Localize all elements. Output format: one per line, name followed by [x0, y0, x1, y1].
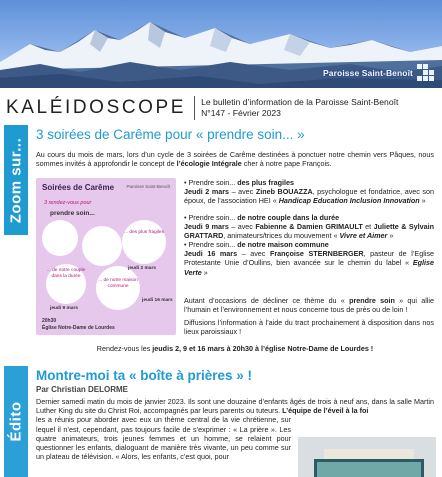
poster-circle — [42, 220, 78, 256]
edito-title: Montre-moi ta « boîte à prières » ! — [36, 368, 253, 383]
poster-subtitle: 3 rendez-vous pour — [44, 200, 92, 206]
poster-date-1: jeudi 2 mars — [128, 266, 156, 271]
edito-paragraph-1: Dernier samedi matin du mois de janvier 2023. Ils sont une douzaine d’enfants âgés de trois à neuf ans, dans la salle Martin Luther King du site du Christ Roi, accompagnés par leurs parents ou tuteurs. L’équipe de l’éveil à la foi — [36, 397, 434, 416]
poster-couple-label: ... de notre couple dans la durée — [46, 268, 86, 279]
edito-byline: Par Christian DELORME — [36, 385, 129, 394]
issue-number: N°147 - Février 2023 — [201, 108, 281, 118]
mountain-banner — [0, 0, 442, 88]
poster-date-2: jeudi 9 mars — [50, 306, 78, 311]
zoom-title: 3 soirées de Carême pour « prendre soin... » — [36, 127, 305, 142]
evening-item-3: • Prendre soin... de notre maison commune Jeudi 16 mars – avec Françoise STERNBERGER, pasteur de l’Eglise Protestante Unie d’Oullins, bien avancée sur le chemin du label « Eglise Verte » — [184, 240, 435, 277]
masthead-divider — [194, 96, 195, 120]
parish-logo-icon — [417, 64, 434, 81]
parish-name: Paroisse Saint-Benoît — [323, 67, 413, 78]
poster-home-label: ... de notre maison commune — [98, 278, 138, 289]
edito-paragraph-2: les a réunis pour aborder avec eux un thème central de la vie chrétienne, sur lequel il n’est, cependant, pas toujours facile de s’exprimer : « La prière ». Les quatre animateurs, trois jeunes femmes et un homme, se relaient pour questionner les enfants, dialoguant de manière très vivante, un peu comme sur un plateau de télévision. « Alors, les enfants, c’est quoi, pour — [36, 415, 291, 462]
zoom-side-label: Zoom sur... — [4, 125, 28, 235]
zoom-intro: Au cours du mois de mars, lors d’un cycle de 3 soirées de Carême destinées à ponctuer notre chemin vers Pâques, nous sommes invités à approfondir le concept de l’écologie Intégrale cher à notre pape François. — [36, 150, 434, 169]
poster-circle — [82, 226, 122, 266]
poster-title: Soirées de Carême — [42, 183, 115, 192]
poster-date-3: jeudi 16 mars — [142, 298, 173, 303]
lent-evenings-poster — [36, 178, 176, 335]
poster-fragile-label: ... des plus fragiles — [124, 230, 164, 235]
evening-item-2: • Prendre soin... de notre couple dans la durée Jeudi 9 mars – avec Fabienne & Damien GRIMAULT et Juliette & Sylvain GRATTARD, animateurs/trices du mouvement « Vivre et Aimer » — [184, 213, 434, 241]
prayer-box-photo — [298, 437, 436, 477]
evening-item-1: • Prendre soin... des plus fragiles Jeudi 2 mars – avec Zineb BOUAZZA, psychologue et fondatrice, avec son époux, de l’association HEI « Handicap Education Inclusion Innovation » — [184, 178, 435, 206]
masthead — [6, 92, 436, 124]
bulletin-tagline — [201, 97, 398, 119]
rendezvous-line: Rendez-vous les jeudis 2, 9 et 16 mars à 20h30 à l’église Notre-Dame de Lourdes ! — [96, 344, 374, 353]
tagline-description: Le bulletin d’information de la Paroisse Saint-Benoît — [201, 97, 399, 107]
theme-paragraph: Autant d’occasions de décliner ce thème du « prendre soin » qui allie l’humain et l’environnement et nous concerne tous de près ou de loin ! — [184, 296, 434, 315]
flyer-paragraph: Diffusions l’information à l’aide du tract prochainement à disposition dans nos lieux paroissiaux ! — [184, 318, 434, 337]
photo-board — [314, 459, 424, 477]
poster-parish: Paroisse Saint-Benoît — [126, 184, 170, 189]
bulletin-brand: KALÉIDOSCOPE — [6, 97, 187, 118]
poster-concept: prendre soin... — [50, 210, 95, 217]
edito-side-label: Édito — [4, 366, 28, 477]
parish-logo — [323, 64, 434, 81]
poster-footer: 20h30 Église Notre-Dame de Lourdes — [42, 318, 115, 331]
poster-circle — [122, 220, 166, 264]
